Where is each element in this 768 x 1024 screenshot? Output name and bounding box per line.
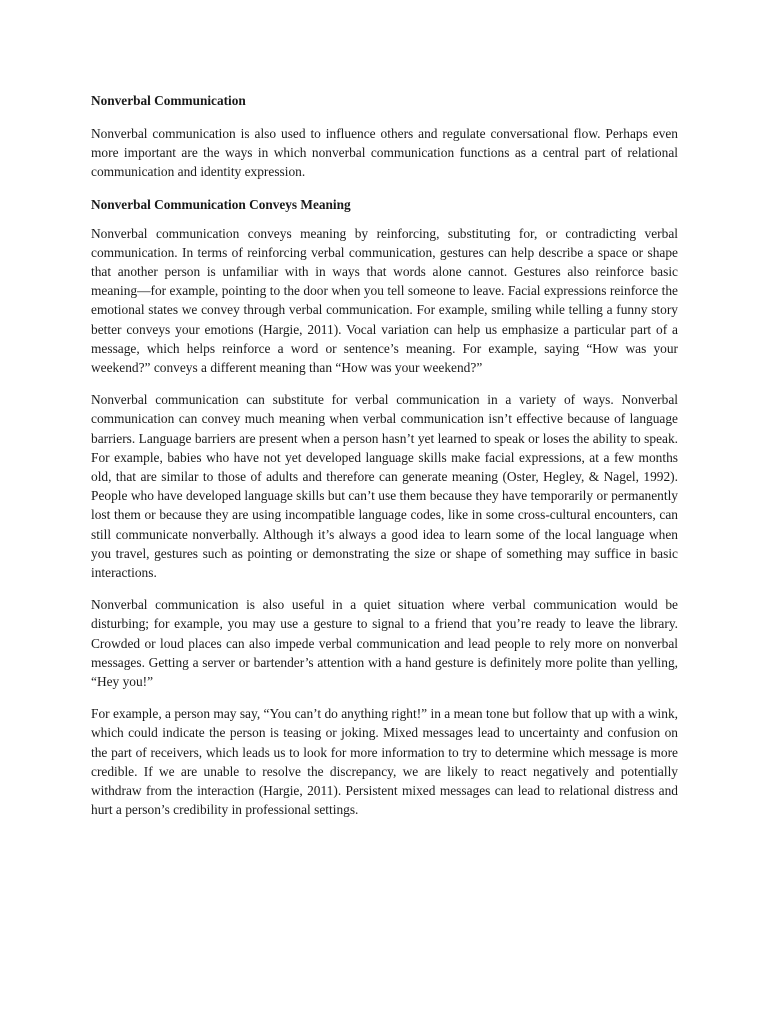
document-page xyxy=(91,91,678,833)
body-paragraph-2: Nonverbal communication can substitute for verbal communication in a variety of ways. Nonverbal communication can convey much meaning when verbal communication isn’t effective because of language barriers. Language barriers are present when a person hasn’t yet learned to speak or loses the ability to speak. For example, babies who have not yet developed language skills make facial expressions, at a few months old, that are similar to those of adults and therefore can generate meaning (Oster, Hegley, & Nagel, 1992). People who have developed language skills but can’t use them because they have temporarily or permanently lost them or because they are using incompatible language codes, like in some cross-cultural encounters, can still communicate nonverbally. Although it’s always a good idea to learn some of the local language when you travel, gestures such as pointing or demonstrating the size or shape of something may suffice in basic interactions. xyxy=(91,392,678,581)
section-subheading: Nonverbal Communication Conveys Meaning xyxy=(91,196,351,212)
intro-paragraph: Nonverbal communication is also used to influence others and regulate conversational flow. Perhaps even more important are the ways in which nonverbal communication functions as a central part of relational communication and identity expression. xyxy=(91,126,678,180)
body-paragraph-3: Nonverbal communication is also useful in a quiet situation where verbal communication would be disturbing; for example, you may use a gesture to signal to a friend that you’re ready to leave the library. Crowded or loud places can also impede verbal communication and lead people to rely more on nonverbal messages. Getting a server or bartender’s attention with a hand gesture is definitely more polite than yelling, “Hey you!” xyxy=(91,597,678,690)
body-paragraph-1: Nonverbal communication conveys meaning by reinforcing, substituting for, or contradicting verbal communication. In terms of reinforcing verbal communication, gestures can help describe a space or shape that another person is unfamiliar with in ways that words alone cannot. Gestures also reinforce basic meaning—for example, pointing to the door when you tell someone to leave. Facial expressions reinforce the emotional states we convey through verbal communication. For example, smiling while telling a funny story better conveys your emotions (Hargie, 2011). Vocal variation can help us emphasize a particular part of a message, which helps reinforce a word or sentence’s meaning. For example, saying “How was your weekend?” conveys a different meaning than “How was your weekend?” xyxy=(91,225,678,376)
body-paragraph-4: For example, a person may say, “You can’t do anything right!” in a mean tone but follow that up with a wink, which could indicate the person is teasing or joking. Mixed messages lead to uncertainty and confusion on the part of receivers, which leads us to look for more information to try to determine which message is more credible. If we are unable to resolve the discrepancy, we are likely to react negatively and potentially withdraw from the interaction (Hargie, 2011). Persistent mixed messages can lead to relational distress and hurt a person’s credibility in professional settings. xyxy=(91,706,678,818)
document-heading: Nonverbal Communication xyxy=(91,93,246,108)
